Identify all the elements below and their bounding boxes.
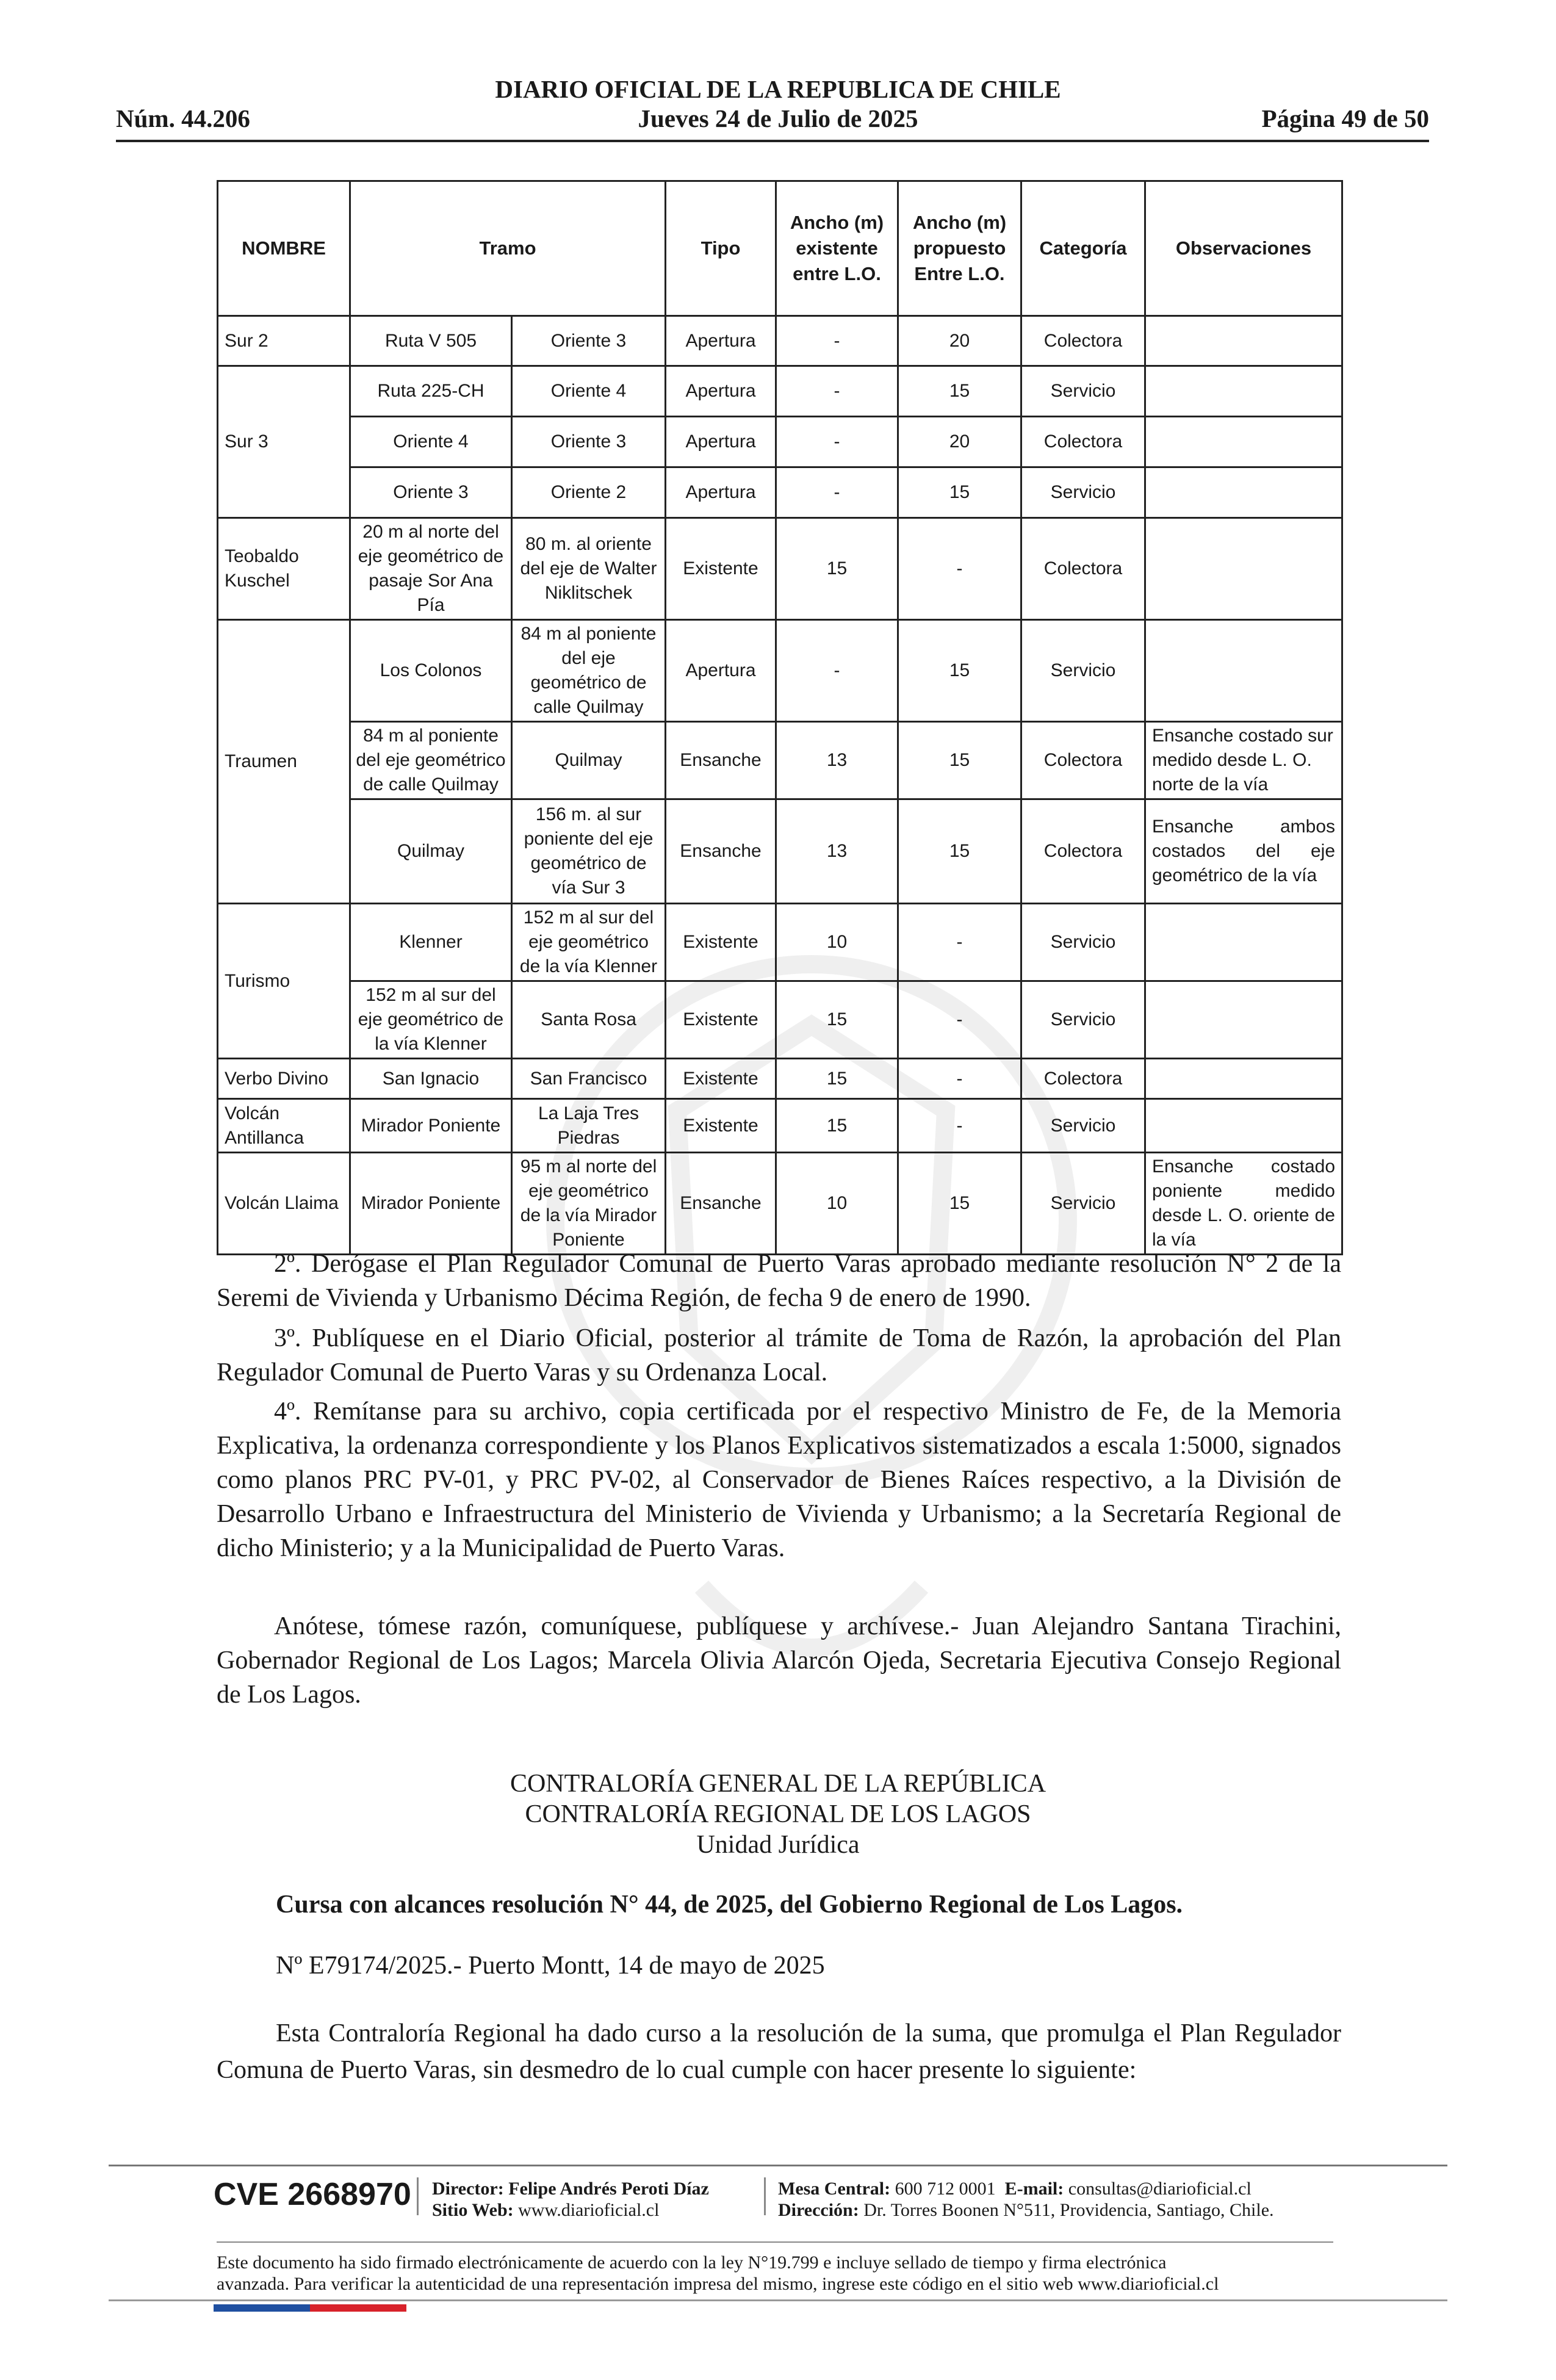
header-ancho-existente: Ancho (m) existente entre L.O. [776, 181, 898, 316]
cell-tipo: Ensanche [666, 799, 776, 904]
cell-propuesto: - [898, 518, 1021, 620]
table-row [218, 799, 1342, 904]
cell-observaciones [1145, 620, 1342, 722]
table-row [218, 316, 1342, 366]
cell-existente: 15 [776, 981, 898, 1059]
table-row [218, 366, 1342, 417]
cell-desde: Klenner [350, 904, 512, 981]
paragraph-4: 4º. Remítanse para su archivo, copia certificada por el respectivo Ministro de Fe, de la Memoria Explicativa, la ordenanza correspondiente y los Planos Explicativos sistematizados a escala 1:5000, signados como planos PRC PV-01, y PRC PV-02, al Conservador de Bienes Raíces respectivo, a la División de Desarrollo Urbano e Infraestructura del Ministerio de Vivienda y Urbanismo; a la Secretaría Regional de dicho Ministerio; y a la Municipalidad de Puerto Varas. [217, 1397, 1341, 1562]
flag-stripe-blue [214, 2304, 310, 2312]
cell-observaciones [1145, 904, 1342, 981]
cell-desde: Los Colonos [350, 620, 512, 722]
cell-tipo: Apertura [666, 620, 776, 722]
cell-categoria: Colectora [1021, 1059, 1145, 1099]
reference-line: Nº E79174/2025.- Puerto Montt, 14 de mayo de 2025 [276, 1952, 825, 1980]
cell-hasta: San Francisco [512, 1059, 666, 1099]
cell-propuesto: 15 [898, 366, 1021, 417]
cell-desde: 152 m al sur del eje geométrico de la vía Klenner [350, 981, 512, 1059]
table-row [218, 1099, 1342, 1153]
cell-nombre: Teobaldo Kuschel [218, 518, 350, 620]
cell-hasta: Quilmay [512, 722, 666, 799]
cell-hasta: Oriente 3 [512, 417, 666, 467]
cell-observaciones [1145, 981, 1342, 1059]
cell-existente: 15 [776, 1099, 898, 1153]
page-indicator: Página 49 de 50 [1261, 104, 1429, 132]
cell-existente: - [776, 366, 898, 417]
table-row [218, 518, 1342, 620]
legal-notice [217, 2252, 1341, 2295]
email-link[interactable]: consultas@diarioficial.cl [1068, 2179, 1252, 2199]
cell-desde: Ruta V 505 [350, 316, 512, 366]
cell-hasta: 80 m. al oriente del eje de Walter Niklitschek [512, 518, 666, 620]
cve-code: CVE 2668970 [214, 2177, 411, 2212]
header-categoria: Categoría [1021, 181, 1145, 316]
cell-categoria: Servicio [1021, 1153, 1145, 1255]
footer-separator [764, 2177, 766, 2215]
cell-tipo: Existente [666, 981, 776, 1059]
paragraph-3: 3º. Publíquese en el Diario Oficial, posterior al trámite de Toma de Razón, la aprobación del Plan Regulador Comunal de Puerto Varas y su Ordenanza Local. [217, 1324, 1341, 1387]
cell-observaciones [1145, 366, 1342, 417]
cell-tipo: Existente [666, 518, 776, 620]
mesa-central-line: Mesa Central: 600 712 0001 E-mail: consultas@diarioficial.cl [778, 2179, 1252, 2199]
cell-propuesto: 20 [898, 316, 1021, 366]
table-row [218, 1059, 1342, 1099]
cell-propuesto: - [898, 904, 1021, 981]
cell-nombre: Sur 2 [218, 316, 350, 366]
cell-tipo: Apertura [666, 417, 776, 467]
cell-existente: 13 [776, 722, 898, 799]
web-line: Sitio Web: www.diarioficial.cl [432, 2200, 660, 2220]
cell-observaciones [1145, 417, 1342, 467]
cell-nombre: Traumen [218, 620, 350, 904]
cursa-title: Cursa con alcances resolución N° 44, de 2025, del Gobierno Regional de Los Lagos. [276, 1891, 1183, 1919]
cell-desde: Oriente 3 [350, 467, 512, 518]
cell-hasta: Oriente 2 [512, 467, 666, 518]
cell-propuesto: 15 [898, 799, 1021, 904]
web-link[interactable]: www.diarioficial.cl [518, 2200, 660, 2220]
cell-propuesto: - [898, 1099, 1021, 1153]
cell-desde: Ruta 225-CH [350, 366, 512, 417]
cell-categoria: Colectora [1021, 722, 1145, 799]
cell-nombre: Sur 3 [218, 366, 350, 518]
paragraph-2: 2º. Derógase el Plan Regulador Comunal de Puerto Varas aprobado mediante resolución N° 2 de la Seremi de Vivienda y Urbanismo Décima Región, de fecha 9 de enero de 1990. [217, 1250, 1341, 1312]
table-row [218, 467, 1342, 518]
header-tipo: Tipo [666, 181, 776, 316]
cell-hasta: 156 m. al sur poniente del eje geométrico de vía Sur 3 [512, 799, 666, 904]
cell-categoria: Servicio [1021, 981, 1145, 1059]
table-row [218, 722, 1342, 799]
cell-nombre: Verbo Divino [218, 1059, 350, 1099]
cell-categoria: Servicio [1021, 1099, 1145, 1153]
table-header-row [218, 181, 1342, 316]
cell-existente: 10 [776, 1153, 898, 1255]
header-ancho-propuesto: Ancho (m) propuesto Entre L.O. [898, 181, 1021, 316]
cell-tipo: Apertura [666, 366, 776, 417]
header-divider [116, 140, 1429, 142]
unidad-juridica-heading: Unidad Jurídica [696, 1831, 860, 1859]
signoff-paragraph: Anótese, tómese razón, comuníquese, publíquese y archívese.- Juan Alejandro Santana Tirachini, Gobernador Regional de Los Lagos; Marcela Olivia Alarcón Ojeda, Secretaria Ejecutiva Consejo Regional de Los Lagos. [217, 1612, 1341, 1709]
cell-tipo: Apertura [666, 467, 776, 518]
road-width-table [217, 180, 1343, 1255]
cell-nombre: Turismo [218, 904, 350, 1059]
cell-tipo: Apertura [666, 316, 776, 366]
table-row [218, 904, 1342, 981]
cell-tipo: Existente [666, 904, 776, 981]
flag-stripe-red [310, 2304, 406, 2312]
issue-date: Jueves 24 de Julio de 2025 [638, 104, 918, 132]
cell-existente: - [776, 620, 898, 722]
cell-hasta: 152 m al sur del eje geométrico de la vía Klenner [512, 904, 666, 981]
cell-categoria: Colectora [1021, 518, 1145, 620]
cell-nombre: Volcán Llaima [218, 1153, 350, 1255]
cell-existente: - [776, 316, 898, 366]
issue-number: Núm. 44.206 [116, 104, 250, 132]
cell-propuesto: 15 [898, 1153, 1021, 1255]
contraloria-regional-heading: CONTRALORÍA REGIONAL DE LOS LAGOS [525, 1800, 1031, 1828]
director-line: Director: Felipe Andrés Peroti Díaz [432, 2179, 709, 2199]
cell-propuesto: - [898, 981, 1021, 1059]
cell-hasta: 95 m al norte del eje geométrico de la vía Mirador Poniente [512, 1153, 666, 1255]
cell-observaciones [1145, 467, 1342, 518]
header-observaciones: Observaciones [1145, 181, 1342, 316]
cell-categoria: Servicio [1021, 904, 1145, 981]
cell-categoria: Colectora [1021, 417, 1145, 467]
cell-observaciones [1145, 1059, 1342, 1099]
cell-categoria: Colectora [1021, 799, 1145, 904]
cell-desde: Quilmay [350, 799, 512, 904]
cell-desde: Oriente 4 [350, 417, 512, 467]
cell-tipo: Ensanche [666, 722, 776, 799]
address: Dr. Torres Boonen N°511, Providencia, Santiago, Chile. [863, 2200, 1274, 2220]
cell-desde: Mirador Poniente [350, 1099, 512, 1153]
cell-hasta: Oriente 4 [512, 366, 666, 417]
footer-divider [109, 2165, 1447, 2166]
cell-hasta: Oriente 3 [512, 316, 666, 366]
final-paragraph: Esta Contraloría Regional ha dado curso a la resolución de la suma, que promulga el Plan Regulador Comuna de Puerto Varas, sin desmedro de lo cual cumple con hacer presente lo siguiente: [217, 2019, 1341, 2084]
cell-existente: - [776, 417, 898, 467]
gazette-title: DIARIO OFICIAL DE LA REPUBLICA DE CHILE [495, 75, 1061, 103]
cell-existente: 10 [776, 904, 898, 981]
cell-observaciones: Ensanche costado poniente medido desde L. O. oriente de la vía [1145, 1153, 1342, 1255]
cell-nombre: Volcán Antillanca [218, 1099, 350, 1153]
phone-number: 600 712 0001 [895, 2179, 996, 2199]
cell-observaciones [1145, 518, 1342, 620]
cell-propuesto: 20 [898, 417, 1021, 467]
table-row [218, 417, 1342, 467]
cell-categoria: Colectora [1021, 316, 1145, 366]
cell-propuesto: 15 [898, 722, 1021, 799]
cell-categoria: Servicio [1021, 467, 1145, 518]
cell-desde: 20 m al norte del eje geométrico de pasaje Sor Ana Pía [350, 518, 512, 620]
table-row [218, 1153, 1342, 1255]
contraloria-general-heading: CONTRALORÍA GENERAL DE LA REPÚBLICA [510, 1770, 1046, 1798]
cell-desde: Mirador Poniente [350, 1153, 512, 1255]
cell-existente: - [776, 467, 898, 518]
cell-existente: 15 [776, 518, 898, 620]
cell-tipo: Existente [666, 1099, 776, 1153]
cell-hasta: Santa Rosa [512, 981, 666, 1059]
cell-propuesto: 15 [898, 467, 1021, 518]
cell-observaciones: Ensanche costado sur medido desde L. O. norte de la vía [1145, 722, 1342, 799]
cell-tipo: Existente [666, 1059, 776, 1099]
header-nombre: NOMBRE [218, 181, 350, 316]
cell-existente: 15 [776, 1059, 898, 1099]
legal-line-1: Este documento ha sido firmado electrónicamente de acuerdo con la ley N°19.799 e incluye sellado de tiempo y firma electrónica [217, 2252, 1167, 2273]
footer-bottom-divider [109, 2299, 1447, 2301]
table-row [218, 620, 1342, 722]
cell-observaciones [1145, 316, 1342, 366]
cell-propuesto: - [898, 1059, 1021, 1099]
cell-existente: 13 [776, 799, 898, 904]
table-row [218, 981, 1342, 1059]
cell-categoria: Servicio [1021, 366, 1145, 417]
cell-observaciones [1145, 1099, 1342, 1153]
legal-line-2: avanzada. Para verificar la autenticidad de una representación impresa del mismo, ingrese este código en el sitio web www.diarioficial.cl [217, 2274, 1219, 2294]
cell-desde: 84 m al poniente del eje geométrico de calle Quilmay [350, 722, 512, 799]
header-tramo: Tramo [350, 181, 666, 316]
cell-tipo: Ensanche [666, 1153, 776, 1255]
footer-inner-divider [217, 2241, 1333, 2243]
cell-observaciones: Ensanche ambos costados del eje geométrico de la vía [1145, 799, 1342, 904]
footer-separator [417, 2177, 419, 2215]
director-name: Felipe Andrés Peroti Díaz [508, 2179, 709, 2199]
cell-categoria: Servicio [1021, 620, 1145, 722]
cell-propuesto: 15 [898, 620, 1021, 722]
cell-hasta: La Laja Tres Piedras [512, 1099, 666, 1153]
cell-hasta: 84 m al poniente del eje geométrico de calle Quilmay [512, 620, 666, 722]
address-line: Dirección: Dr. Torres Boonen N°511, Providencia, Santiago, Chile. [778, 2200, 1274, 2220]
cell-desde: San Ignacio [350, 1059, 512, 1099]
